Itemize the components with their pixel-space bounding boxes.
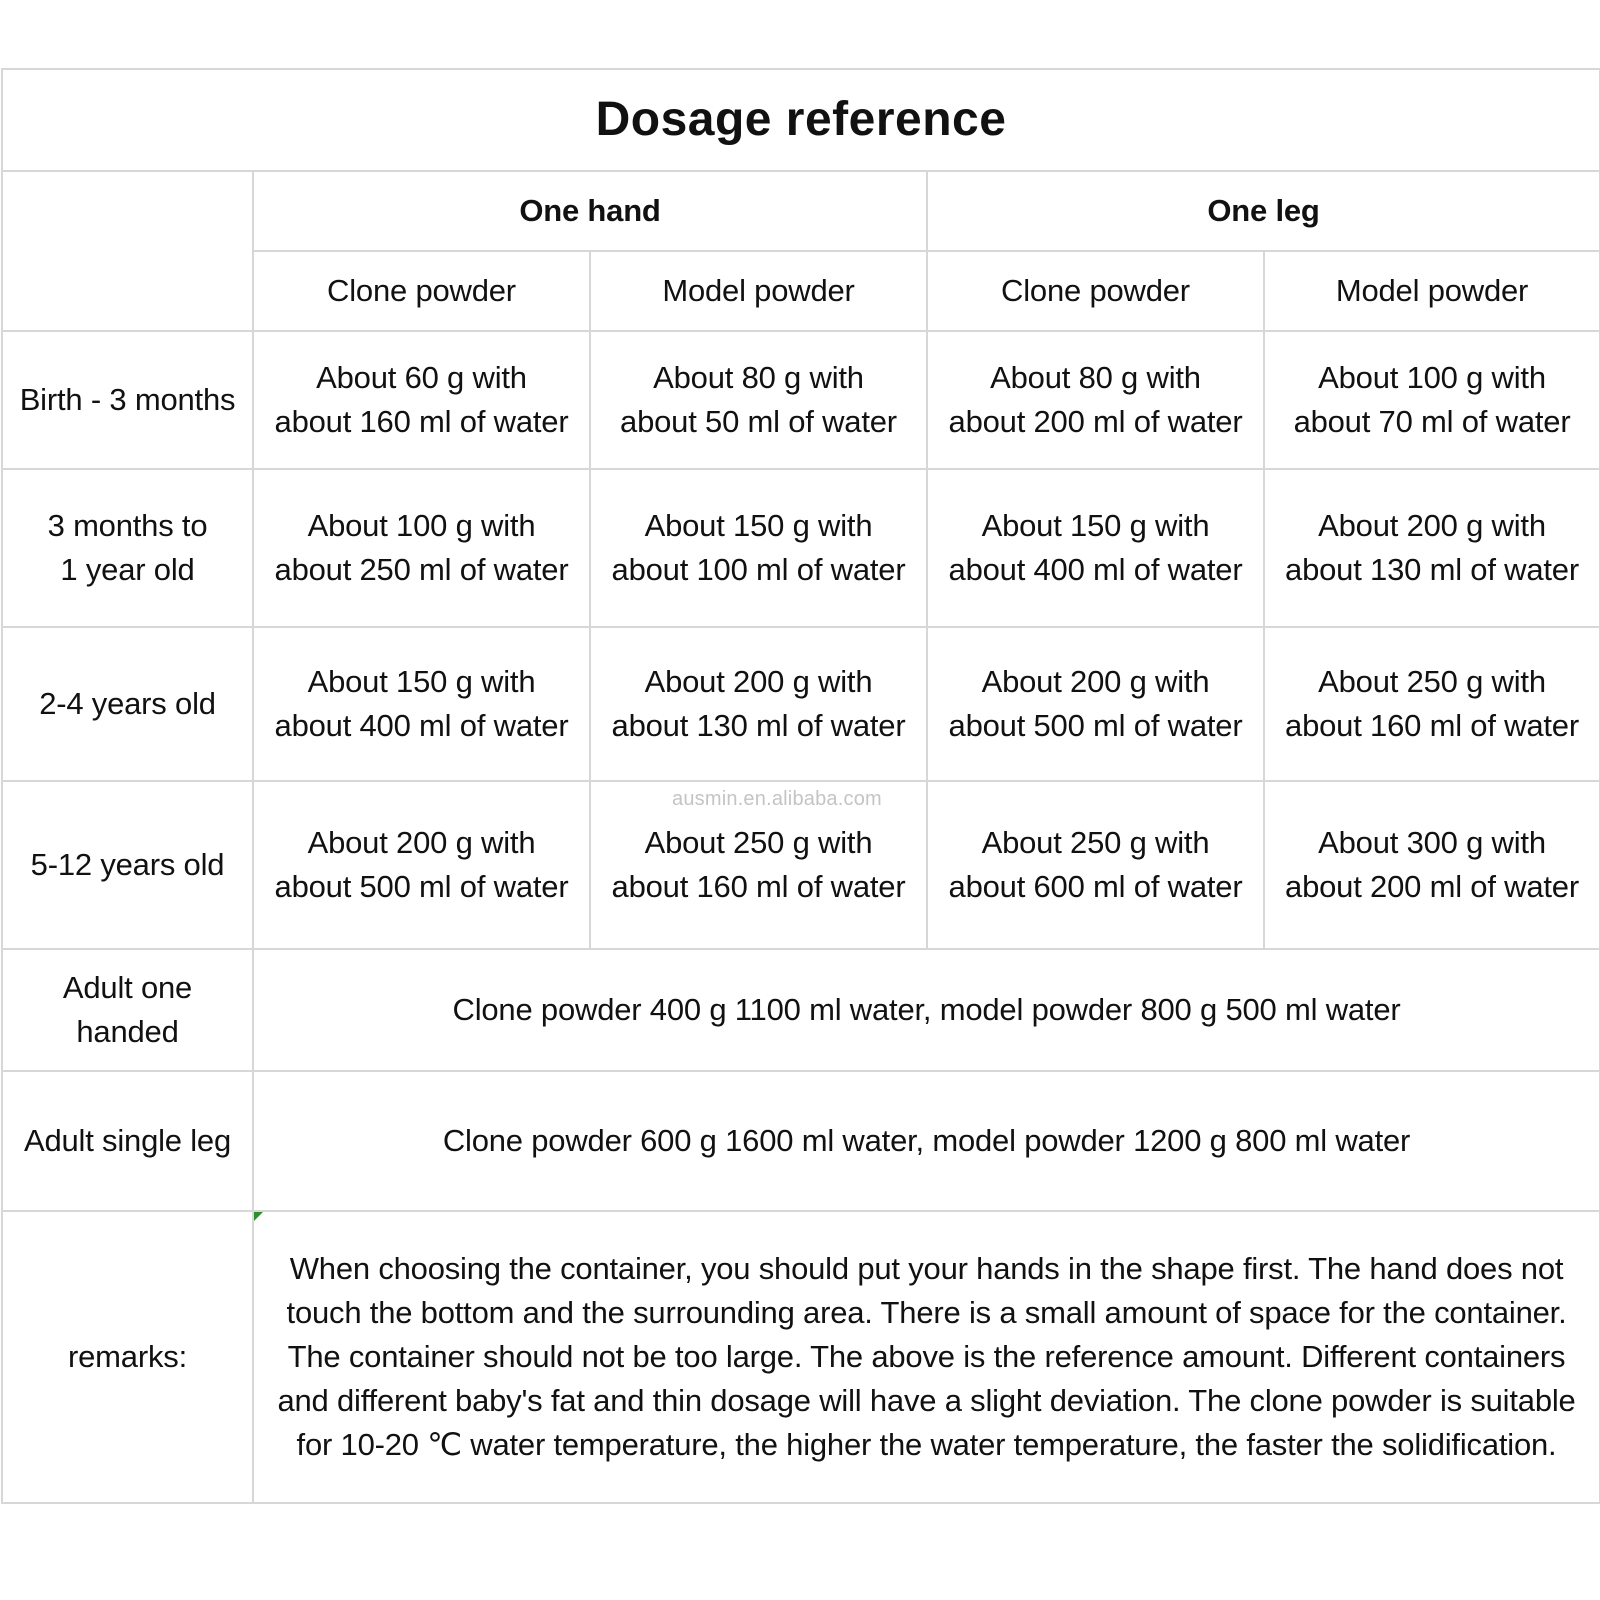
cell-line: about 200 ml of water xyxy=(1285,869,1579,904)
group-header-one-hand: One hand xyxy=(253,171,927,251)
row-label-line: 1 year old xyxy=(60,552,195,587)
cell-line: about 160 ml of water xyxy=(611,869,906,904)
cell-line: about 600 ml of water xyxy=(948,869,1243,904)
row-label: Adult single leg xyxy=(2,1071,253,1211)
table-row xyxy=(2,627,1600,781)
row-label: Adult one handed xyxy=(2,949,253,1071)
cell-line: about 500 ml of water xyxy=(274,869,569,904)
table-cell xyxy=(253,781,590,949)
row-label-line: 2-4 years old xyxy=(39,686,216,721)
remarks-row xyxy=(2,1211,1600,1503)
cell-line: About 80 g with xyxy=(990,360,1201,395)
table-cell xyxy=(590,627,927,781)
adult-leg-dosage: Clone powder 600 g 1600 ml water, model powder 1200 g 800 ml water xyxy=(253,1071,1600,1211)
cell-line: About 250 g with xyxy=(981,825,1210,860)
row-label xyxy=(2,781,253,949)
table-cell xyxy=(253,469,590,627)
cell-line: About 200 g with xyxy=(981,664,1210,699)
remarks-line: When choosing the container, you should put your hands in the shape first. The hand does not xyxy=(289,1251,1564,1286)
table-cell xyxy=(1264,331,1600,469)
cell-line: about 160 ml of water xyxy=(274,404,569,439)
row-label xyxy=(2,627,253,781)
table-cell xyxy=(253,627,590,781)
row-label-line: 3 months to xyxy=(47,508,208,543)
table-cell xyxy=(927,469,1264,627)
row-label xyxy=(2,331,253,469)
cell-line: about 130 ml of water xyxy=(1285,552,1579,587)
cell-line: About 150 g with xyxy=(981,508,1210,543)
cell-line: About 150 g with xyxy=(307,664,536,699)
subheader-hand-clone: Clone powder xyxy=(253,251,590,331)
title-row xyxy=(2,69,1600,171)
table-cell xyxy=(927,781,1264,949)
table-cell xyxy=(1264,627,1600,781)
cell-line: About 200 g with xyxy=(307,825,536,860)
adult-hand-row xyxy=(2,949,1600,1071)
cell-line: about 400 ml of water xyxy=(948,552,1243,587)
cell-line: about 160 ml of water xyxy=(1285,708,1579,743)
remarks-text xyxy=(253,1211,1600,1503)
cell-line: about 250 ml of water xyxy=(274,552,569,587)
subheader-leg-model: Model powder xyxy=(1264,251,1600,331)
table-cell xyxy=(927,627,1264,781)
row-label xyxy=(2,469,253,627)
remarks-line: and different baby's fat and thin dosage will have a slight deviation. The clone powder is suitable xyxy=(277,1383,1576,1418)
cell-line: About 250 g with xyxy=(1318,664,1546,699)
table-cell xyxy=(253,331,590,469)
table-row xyxy=(2,469,1600,627)
cell-line: About 80 g with xyxy=(653,360,864,395)
row-label-line: 5-12 years old xyxy=(30,847,225,882)
remarks-label: remarks: xyxy=(2,1211,253,1503)
table-cell xyxy=(590,331,927,469)
row-label-line: Birth - 3 months xyxy=(19,382,236,417)
remarks-line: The container should not be too large. The above is the reference amount. Different containers xyxy=(287,1339,1566,1374)
watermark: ausmin.en.alibaba.com xyxy=(672,788,882,810)
table-cell xyxy=(927,331,1264,469)
table-cell xyxy=(1264,469,1600,627)
cell-line: about 200 ml of water xyxy=(948,404,1243,439)
cell-line: About 200 g with xyxy=(1318,508,1546,543)
cell-line: About 100 g with xyxy=(1318,360,1546,395)
adult-hand-dosage: Clone powder 400 g 1100 ml water, model powder 800 g 500 ml water xyxy=(253,949,1600,1071)
cell-line: About 100 g with xyxy=(307,508,536,543)
cell-line: about 70 ml of water xyxy=(1293,404,1571,439)
table-cell xyxy=(1264,781,1600,949)
page-title: Dosage reference xyxy=(2,69,1600,171)
cell-line: about 50 ml of water xyxy=(620,404,897,439)
cell-line: about 100 ml of water xyxy=(611,552,906,587)
cell-line: about 130 ml of water xyxy=(611,708,906,743)
cell-line: About 250 g with xyxy=(644,825,873,860)
adult-leg-row xyxy=(2,1071,1600,1211)
cell-line: about 500 ml of water xyxy=(948,708,1243,743)
dosage-table xyxy=(1,68,1600,1504)
group-header-one-leg: One leg xyxy=(927,171,1600,251)
header-corner-cell xyxy=(2,171,253,331)
cell-line: About 150 g with xyxy=(644,508,873,543)
cell-line: About 60 g with xyxy=(316,360,527,395)
subheader-hand-model: Model powder xyxy=(590,251,927,331)
cell-line: About 200 g with xyxy=(644,664,873,699)
table-row xyxy=(2,331,1600,469)
remarks-line: for 10-20 ℃ water temperature, the higher the water temperature, the faster the solidification. xyxy=(296,1427,1557,1462)
subheader-leg-clone: Clone powder xyxy=(927,251,1264,331)
remarks-line: touch the bottom and the surrounding area. There is a small amount of space for the container. xyxy=(286,1295,1567,1330)
group-header-row xyxy=(2,171,1600,251)
cell-line: about 400 ml of water xyxy=(274,708,569,743)
cell-line: About 300 g with xyxy=(1318,825,1546,860)
comment-marker-icon xyxy=(254,1212,263,1221)
table-cell xyxy=(590,469,927,627)
